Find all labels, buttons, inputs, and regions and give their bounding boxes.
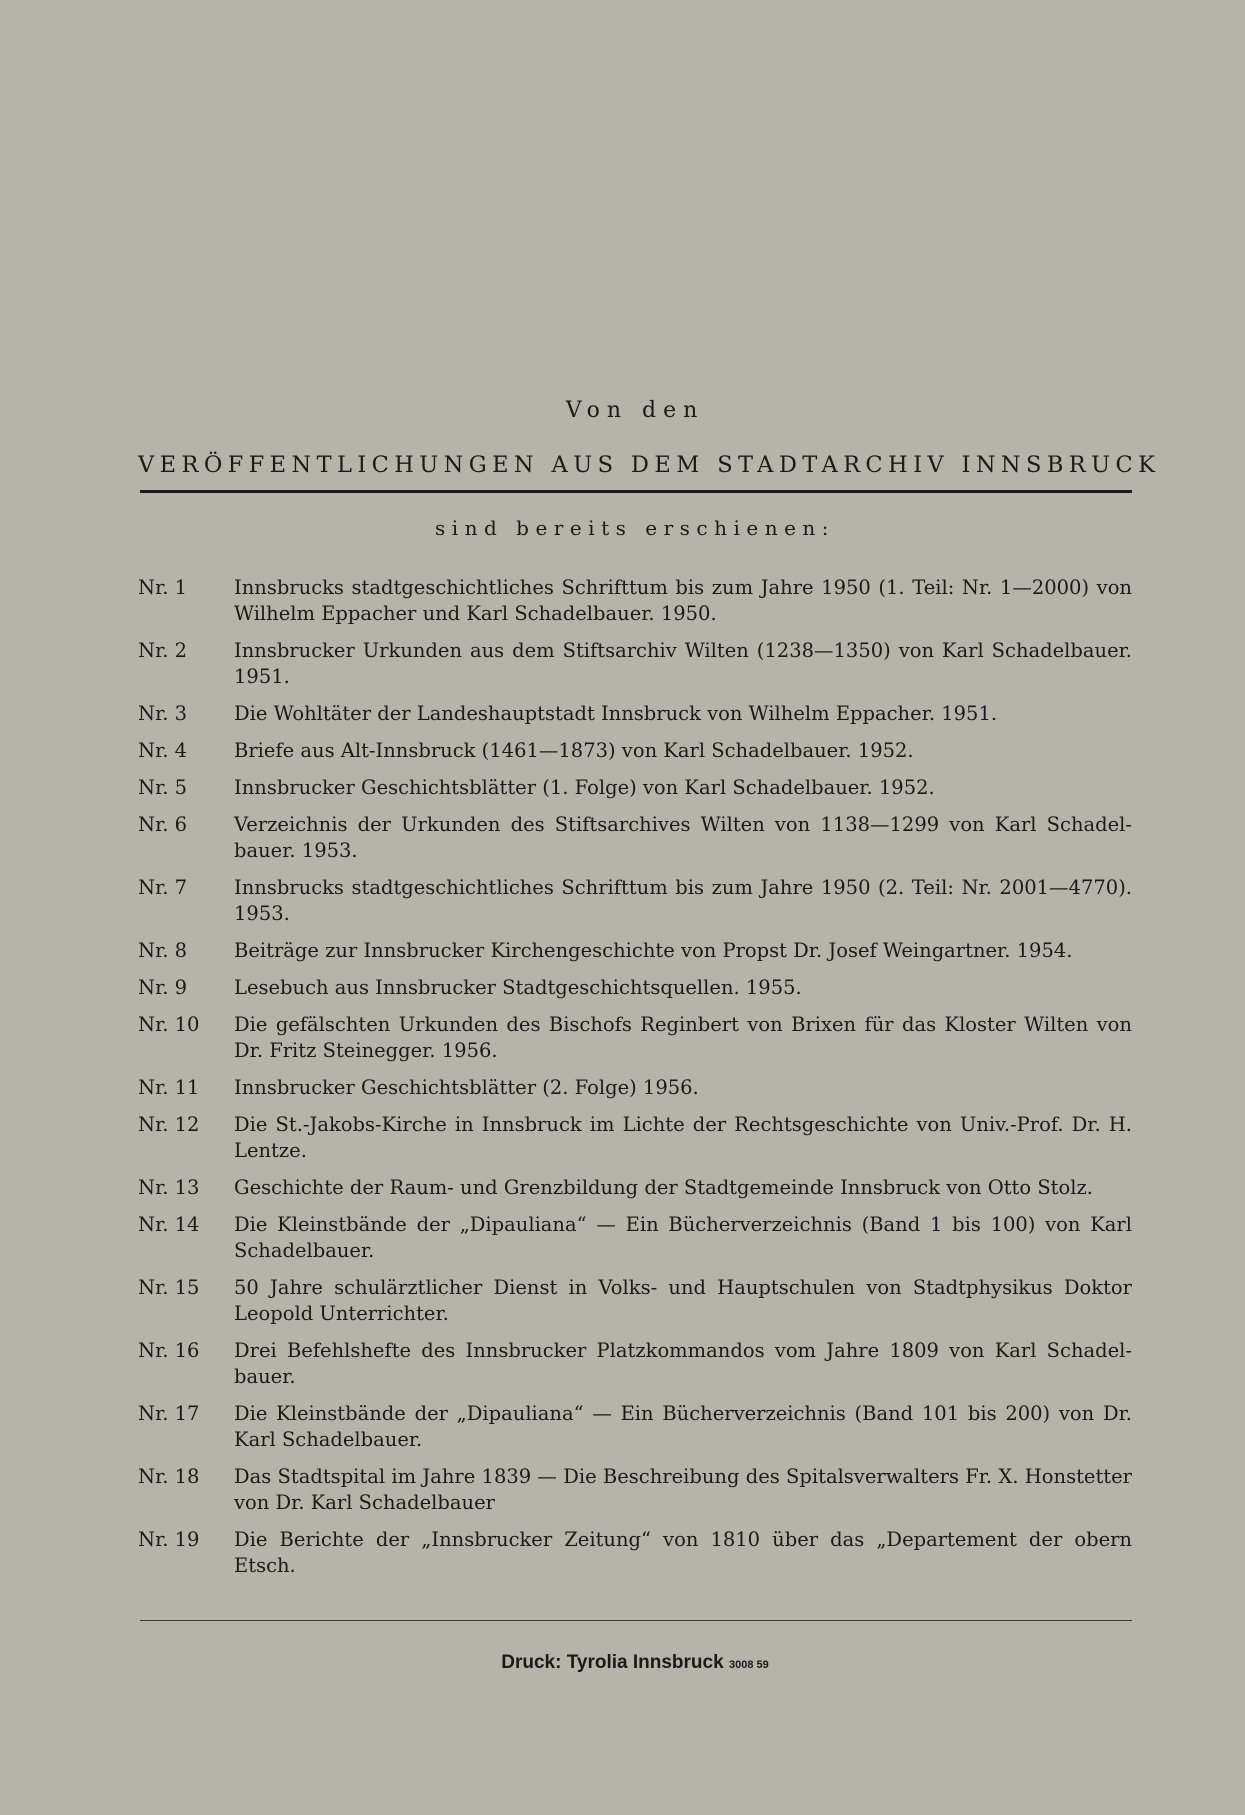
entry-text: Innsbrucker Geschichtsblätter (1. Folge) von Karl Schadelbauer. 1952. bbox=[234, 776, 935, 799]
entry-text: Die Wohltäter der Landeshauptstadt Innsbruck von Wilhelm Eppacher. 1951. bbox=[234, 702, 998, 725]
list-item bbox=[138, 701, 1132, 727]
entry-text: Das Stadtspital im Jahre 1839 — Die Beschreibung des Spitalsverwalters Fr. X. Honstetter von Dr. Karl Schadelbauer bbox=[234, 1465, 1132, 1514]
list-item bbox=[138, 975, 1132, 1001]
footer-rule bbox=[140, 1620, 1132, 1621]
entry-number: Nr. 7 bbox=[138, 876, 188, 899]
entry-number: Nr. 12 bbox=[138, 1113, 200, 1136]
list-item bbox=[138, 775, 1132, 801]
entry-text: Briefe aus Alt-Innsbruck (1461—1873) von Karl Schadelbauer. 1952. bbox=[234, 739, 914, 762]
entry-number: Nr. 11 bbox=[138, 1076, 200, 1099]
entry-number: Nr. 13 bbox=[138, 1176, 200, 1199]
entry-text: Die St.-Jakobs-Kirche in Innsbruck im Lichte der Rechtsgeschichte von Univ.-Prof. Dr. H. Lentze. bbox=[234, 1113, 1132, 1162]
entry-number: Nr. 15 bbox=[138, 1276, 200, 1299]
publication-list bbox=[138, 575, 1132, 1590]
entry-number: Nr. 16 bbox=[138, 1339, 200, 1362]
list-item bbox=[138, 812, 1132, 864]
entry-text: Innsbrucker Geschichtsblätter (2. Folge) 1956. bbox=[234, 1076, 699, 1099]
entry-number: Nr. 2 bbox=[138, 639, 188, 662]
list-item bbox=[138, 738, 1132, 764]
list-item bbox=[138, 1401, 1132, 1453]
printer-imprint bbox=[0, 1652, 1245, 1674]
subtitle-line: sind bereits erschienen: bbox=[434, 516, 836, 540]
entry-number: Nr. 6 bbox=[138, 813, 188, 836]
entry-number: Nr. 10 bbox=[138, 1013, 200, 1036]
entry-number: Nr. 5 bbox=[138, 776, 188, 799]
entry-text: Lesebuch aus Innsbrucker Stadtgeschichtsquellen. 1955. bbox=[234, 976, 802, 999]
list-item bbox=[138, 1464, 1132, 1516]
title-rule bbox=[140, 490, 1132, 493]
list-item bbox=[138, 938, 1132, 964]
list-item bbox=[138, 575, 1132, 627]
series-title: VERÖFFENTLICHUNGEN AUS DEM STADTARCHIV INNSBRUCK bbox=[138, 452, 1161, 478]
printer-name: Druck: Tyrolia Innsbruck bbox=[501, 1652, 724, 1673]
list-item bbox=[138, 1212, 1132, 1264]
entry-text: Verzeichnis der Urkunden des Stiftsarchives Wilten von 1138—1299 von Karl Schadel-bauer. 1953. bbox=[234, 813, 1132, 862]
list-item bbox=[138, 875, 1132, 927]
entry-text: Die Berichte der „Innsbrucker Zeitung“ von 1810 über das „Departement der obern Etsch. bbox=[234, 1528, 1132, 1577]
entry-text: 50 Jahre schulärztlicher Dienst in Volks- und Hauptschulen von Stadtphysikus Doktor Leopold Unterrichter. bbox=[234, 1276, 1132, 1325]
entry-text: Drei Befehlshefte des Innsbrucker Platzkommandos vom Jahre 1809 von Karl Schadel-bauer. bbox=[234, 1339, 1132, 1388]
list-item bbox=[138, 1175, 1132, 1201]
entry-number: Nr. 18 bbox=[138, 1465, 200, 1488]
list-item bbox=[138, 1112, 1132, 1164]
entry-text: Geschichte der Raum- und Grenzbildung der Stadtgemeinde Innsbruck von Otto Stolz. bbox=[234, 1176, 1093, 1199]
entry-text: Die gefälschten Urkunden des Bischofs Reginbert von Brixen für das Kloster Wilten von Dr. Fritz Steinegger. 1956. bbox=[234, 1013, 1132, 1062]
entry-number: Nr. 4 bbox=[138, 739, 188, 762]
list-item bbox=[138, 638, 1132, 690]
entry-number: Nr. 14 bbox=[138, 1213, 200, 1236]
list-item bbox=[138, 1527, 1132, 1579]
entry-text: Beiträge zur Innsbrucker Kirchengeschichte von Propst Dr. Josef Weingartner. 1954. bbox=[234, 939, 1073, 962]
entry-number: Nr. 3 bbox=[138, 702, 188, 725]
print-code: 3008 59 bbox=[728, 1659, 769, 1671]
list-item bbox=[138, 1338, 1132, 1390]
entry-text: Die Kleinstbände der „Dipauliana“ — Ein Bücherverzeichnis (Band 1 bis 100) von Karl Schadelbauer. bbox=[234, 1213, 1132, 1262]
entry-number: Nr. 17 bbox=[138, 1402, 200, 1425]
entry-text: Innsbrucker Urkunden aus dem Stiftsarchiv Wilten (1238—1350) von Karl Schadelbauer. 1951. bbox=[234, 639, 1132, 688]
entry-text: Innsbrucks stadtgeschichtliches Schrifttum bis zum Jahre 1950 (2. Teil: Nr. 2001—4770). 1953. bbox=[234, 876, 1132, 925]
entry-text: Die Kleinstbände der „Dipauliana“ — Ein Bücherverzeichnis (Band 101 bis 200) von Dr. Karl Schadelbauer. bbox=[234, 1402, 1132, 1451]
list-item bbox=[138, 1075, 1132, 1101]
entry-number: Nr. 1 bbox=[138, 576, 188, 599]
intro-line: Von den bbox=[565, 398, 705, 423]
entry-number: Nr. 19 bbox=[138, 1528, 200, 1551]
list-item bbox=[138, 1012, 1132, 1064]
list-item bbox=[138, 1275, 1132, 1327]
entry-number: Nr. 8 bbox=[138, 939, 188, 962]
entry-text: Innsbrucks stadtgeschichtliches Schrifttum bis zum Jahre 1950 (1. Teil: Nr. 1—2000) von Wilhelm Eppacher und Karl Schadelbauer. 1950. bbox=[234, 576, 1132, 625]
entry-number: Nr. 9 bbox=[138, 976, 188, 999]
